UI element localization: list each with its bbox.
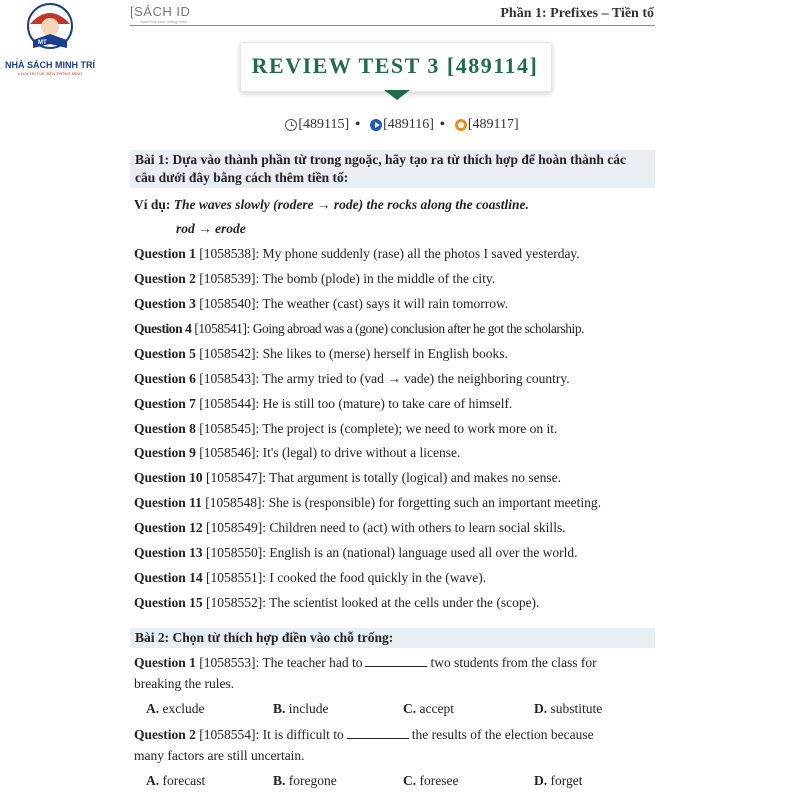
option-letter: C. (403, 773, 417, 788)
question-label: Question 14 (134, 570, 203, 586)
question-text: : She is (responsible) for forgetting such an important meeting. (261, 495, 601, 511)
option-letter: A. (146, 701, 160, 716)
question-label: Question 10 (134, 470, 203, 486)
question-text-before: : The teacher had to (255, 655, 363, 670)
media-id-row (0, 117, 800, 133)
question-row (134, 470, 654, 486)
question-text: : The weather (cast) says it will rain tomorrow. (255, 295, 509, 311)
option-text: forecast (162, 773, 206, 788)
logo-brand: NHÀ SÁCH MINH TRÍ (5, 60, 95, 70)
question-row (134, 246, 654, 262)
question-text: : English is an (national) language used all over the world. (262, 545, 578, 561)
question-label: Question 1 (134, 246, 196, 261)
answer-option[interactable] (273, 773, 337, 789)
question-id: [1058542] (199, 345, 256, 361)
question-row (134, 570, 654, 586)
question-id: [1058553] (199, 655, 256, 670)
clock-id: [489115] (298, 117, 350, 132)
separator-dot: • (439, 117, 445, 132)
question-label: Question 5 (134, 345, 196, 361)
example-text: The waves slowly (rodere → rode) the rocks along the coastline. (173, 197, 529, 212)
title-pointer-icon (384, 90, 410, 100)
answer-option[interactable] (146, 773, 205, 789)
question-id: [1058541] (194, 320, 247, 336)
question-id: [1058539] (199, 270, 256, 286)
play-icon[interactable] (370, 119, 382, 131)
mc-question-line1 (134, 727, 654, 743)
question-row (134, 495, 654, 511)
question-row (134, 545, 654, 561)
option-text: include (288, 701, 329, 716)
question-id: [1058540] (199, 295, 256, 311)
mc-question-line2: many factors are still uncertain. (134, 748, 305, 763)
page-title: REVIEW TEST 3 [489114] (251, 53, 539, 78)
question-id: [1058543] (199, 370, 256, 386)
question-text: : The bomb (plode) in the middle of the city. (255, 270, 496, 286)
option-letter: A. (146, 773, 160, 788)
question-label: Question 2 (134, 727, 196, 742)
question-row (134, 445, 654, 461)
answer-option[interactable] (534, 701, 602, 717)
question-id: [1058550] (206, 545, 263, 561)
question-text: : Going abroad was a (gone) conclusion after he got the scholarship. (246, 320, 585, 336)
clock-icon (285, 119, 297, 131)
question-text: : The project is (complete); we need to work more on it. (255, 420, 558, 436)
header-divider (130, 25, 655, 26)
question-row (134, 520, 654, 536)
example-label: Ví dụ: (134, 197, 171, 212)
question-label: Question 4 (134, 320, 192, 336)
question-label: Question 15 (134, 595, 203, 611)
question-id: [1058538] (199, 246, 256, 261)
header-brand-text: SÁCH ID (134, 4, 191, 19)
question-label: Question 13 (134, 545, 203, 561)
option-text: exclude (162, 701, 205, 716)
option-letter: D. (534, 701, 548, 716)
question-row (134, 421, 654, 437)
option-letter: D. (534, 773, 548, 788)
option-letter: B. (273, 773, 286, 788)
question-id: [1058552] (206, 595, 263, 611)
question-text: : He is still too (mature) to take care of himself. (255, 395, 513, 411)
exercise1-heading-line1: Bài 1: Dựa vào thành phần từ trong ngoặc, hãy tạo ra từ thích hợp để hoàn thành các (135, 152, 626, 167)
question-label: Question 7 (134, 395, 196, 411)
question-id: [1058545] (199, 420, 256, 436)
question-row (134, 271, 654, 287)
answer-blank[interactable] (347, 728, 409, 739)
brand-bracket-icon: [ (130, 4, 135, 19)
answer-option[interactable] (403, 701, 454, 717)
question-text: : I cooked the food quickly in the (wave). (262, 570, 487, 586)
question-row (134, 296, 654, 312)
answer-option[interactable] (273, 701, 329, 717)
question-text: : The scientist looked at the cells under the (scope). (262, 595, 540, 611)
exercise1-heading (130, 150, 655, 188)
logo-tagline: KHƠI TRÍ TUỆ, BỀN THÔNG MINH (18, 71, 82, 76)
question-label: Question 12 (134, 520, 203, 536)
separator-dot: • (355, 117, 361, 132)
mc-question-line2: breaking the rules. (134, 676, 235, 691)
header-brand (130, 4, 190, 19)
question-id: [1058551] (206, 570, 263, 586)
question-text-after: the results of the election because (411, 727, 594, 742)
option-text: foregone (288, 773, 337, 788)
example-answer: rod → erode (176, 221, 246, 236)
option-text: forget (550, 773, 583, 788)
header-brand-sub: Sách học sinh, thông minh (140, 19, 188, 24)
exercise1-heading-line2: câu dưới đây bằng cách thêm tiền tố: (135, 170, 349, 185)
option-text: foresee (419, 773, 459, 788)
option-letter: C. (403, 701, 417, 716)
question-text: : It's (legal) to drive without a license. (255, 445, 461, 461)
question-label: Question 2 (134, 270, 196, 286)
question-text: : That argument is totally (logical) and makes no sense. (262, 470, 561, 486)
question-row (134, 396, 654, 412)
question-label: Question 1 (134, 655, 196, 670)
question-label: Question 11 (134, 495, 202, 511)
example-line (134, 197, 654, 213)
answer-option[interactable] (534, 773, 583, 789)
header-section-title: Phần 1: Prefixes – Tiền tố (500, 6, 654, 21)
question-id: [1058547] (206, 470, 263, 486)
question-id: [1058546] (199, 445, 256, 461)
question-row (134, 346, 654, 362)
question-text-after: two students from the class for (430, 655, 597, 670)
question-row (134, 595, 654, 611)
question-label: Question 9 (134, 445, 196, 461)
question-row (134, 371, 654, 387)
option-text: accept (419, 701, 454, 716)
answer-blank[interactable] (365, 656, 427, 667)
question-label: Question 3 (134, 295, 196, 311)
question-id: [1058554] (199, 727, 256, 742)
question-row (134, 321, 654, 337)
question-label: Question 8 (134, 420, 196, 436)
mc-question-line1 (134, 655, 654, 671)
audio-icon[interactable] (455, 119, 467, 131)
option-letter: B. (273, 701, 286, 716)
question-text: : Children need to (act) with others to learn social skills. (262, 520, 566, 536)
question-id: [1058544] (199, 395, 256, 411)
question-text: : She likes to (merse) herself in English books. (255, 345, 508, 361)
audio-id: [489117] (467, 117, 519, 132)
question-text: : The army tried to (vad → vade) the neighboring country. (255, 370, 570, 386)
option-text: substitute (550, 701, 603, 716)
answer-option[interactable] (403, 773, 458, 789)
question-id: [1058548] (205, 495, 262, 511)
question-label: Question 6 (134, 370, 196, 386)
question-text: : My phone suddenly (rase) all the photos I saved yesterday. (255, 246, 580, 261)
exercise2-heading: Bài 2: Chọn từ thích hợp điền vào chỗ trống: (130, 628, 655, 648)
question-id: [1058549] (206, 520, 263, 536)
question-text-before: : It is difficult to (255, 727, 344, 742)
video-id: [489116] (383, 117, 434, 132)
answer-option[interactable] (146, 701, 204, 717)
logo-badge: MT (38, 40, 47, 46)
